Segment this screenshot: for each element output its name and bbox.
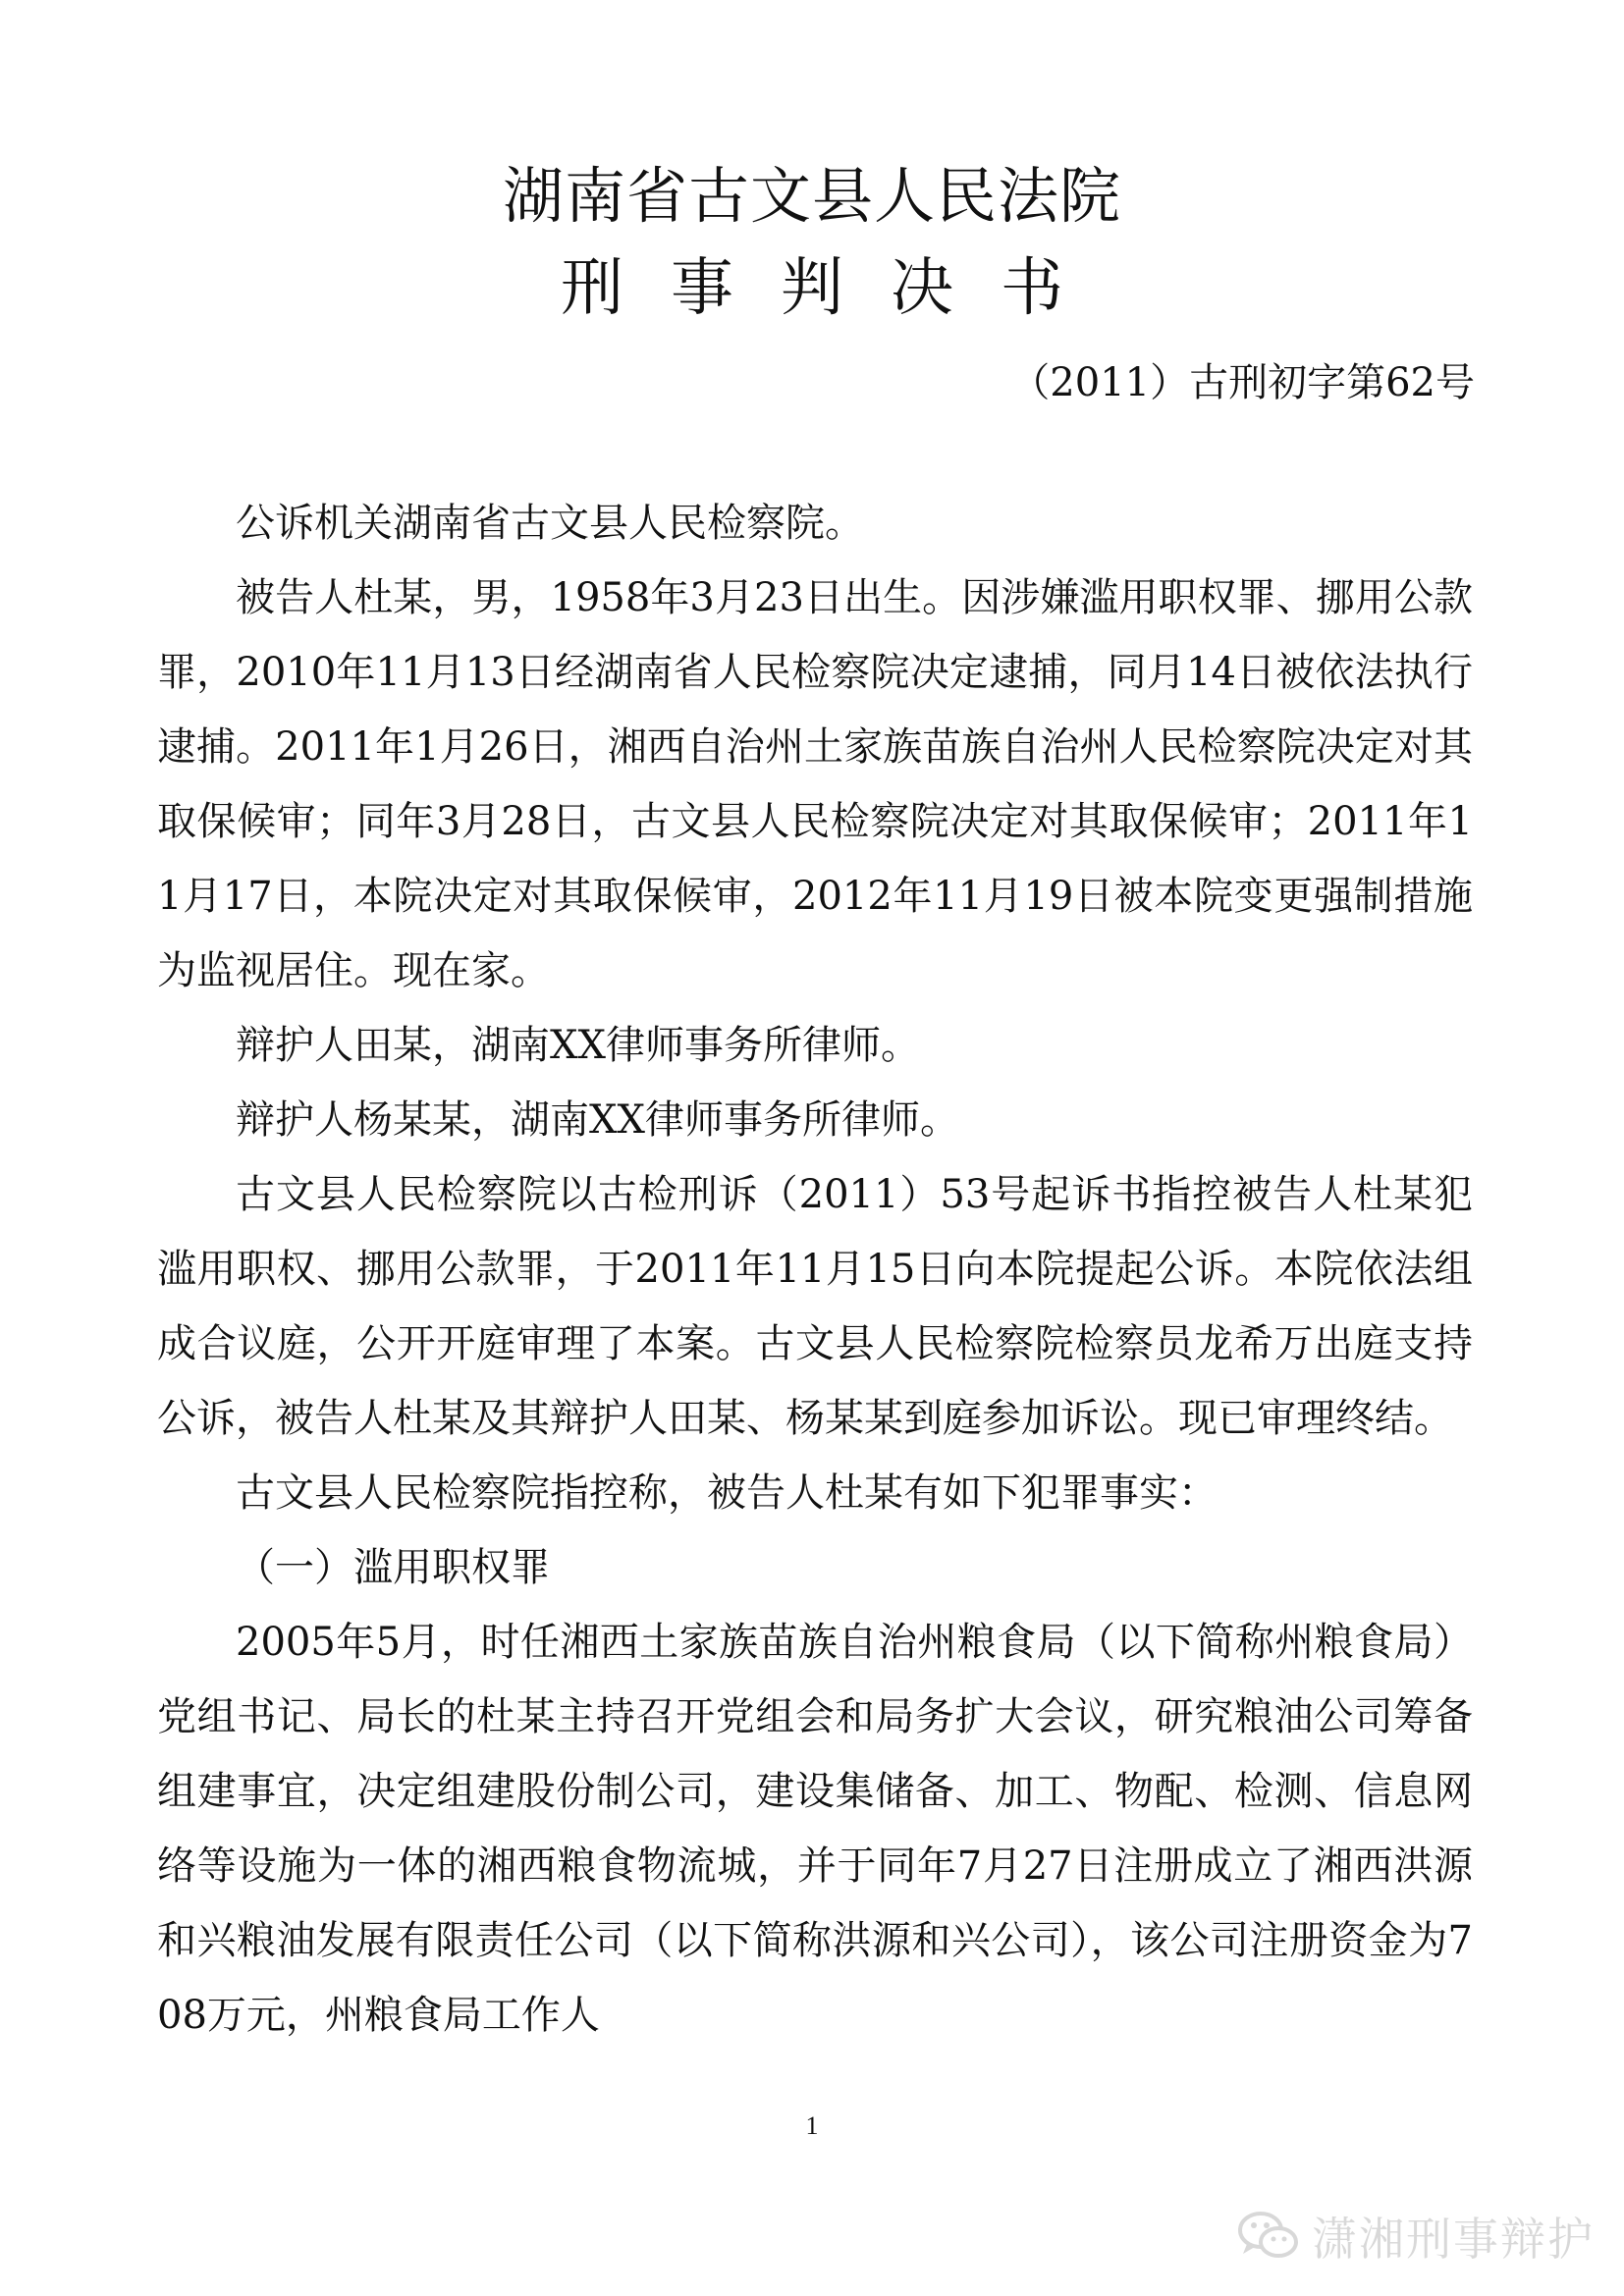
paragraph-proceedings: 古文县人民检察院以古检刑诉（2011）53号起诉书指控被告人杜某犯滥用职权、挪用公款罪，于2011年11月15日向本院提起公诉。本院依法组成合议庭，公开开庭审理了本案。古文县人民检察院检察员龙希万出庭支持公诉，被告人杜某及其辩护人田某、杨某某到庭参加诉讼。现已审理终结。: [157, 1172, 1473, 1441]
section-heading: （一）滥用职权罪: [236, 1545, 550, 1590]
paragraph-defendant: 被告人杜某，男，1958年3月23日出生。因涉嫌滥用职权罪、挪用公款罪，2010年11月13日经湖南省人民检察院决定逮捕，同月14日被依法执行逮捕。2011年1月26日，湘西自治州土家族苗族自治州人民检察院决定对其取保候审；同年3月28日，古文县人民检察院决定对其取保候审；2011年11月17日，本院决定对其取保候审，2012年11月19日被本院变更强制措施为监视居住。现在家。: [157, 575, 1473, 993]
watermark-text: 潇湘刑事辩护: [1312, 2213, 1595, 2266]
court-name: 湖南省古文县人民法院: [502, 160, 1121, 232]
paragraph-allegation: 古文县人民检察院指控称，被告人杜某有如下犯罪事实：: [236, 1470, 1218, 1516]
watermark: [1237, 2204, 1595, 2269]
paragraph-defender-1: 辩护人田某，湖南XX律师事务所律师。: [236, 1023, 920, 1068]
paragraph-defender-2: 辩护人杨某某，湖南XX律师事务所律师。: [236, 1097, 959, 1143]
paragraph-facts: 2005年5月，时任湘西土家族苗族自治州粮食局（以下简称州粮食局）党组书记、局长的杜某主持召开党组会和局务扩大会议，研究粮油公司筹备组建事宜，决定组建股份制公司，建设集储备、加工、物配、检测、信息网络等设施为一体的湘西粮食物流城，并于同年7月27日注册成立了湘西洪源和兴粮油发展有限责任公司（以下简称洪源和兴公司），该公司注册资金为708万元，州粮食局工作人: [157, 1620, 1473, 2038]
document-body: [157, 486, 1473, 2053]
document-type: 刑事判决书: [561, 252, 1110, 325]
paragraph-prosecutor: 公诉机关湖南省古文县人民检察院。: [236, 501, 864, 546]
wechat-icon: [1237, 2209, 1300, 2264]
page-number: 1: [805, 2111, 819, 2140]
case-number: （2011）古刑初字第62号: [1010, 360, 1475, 405]
